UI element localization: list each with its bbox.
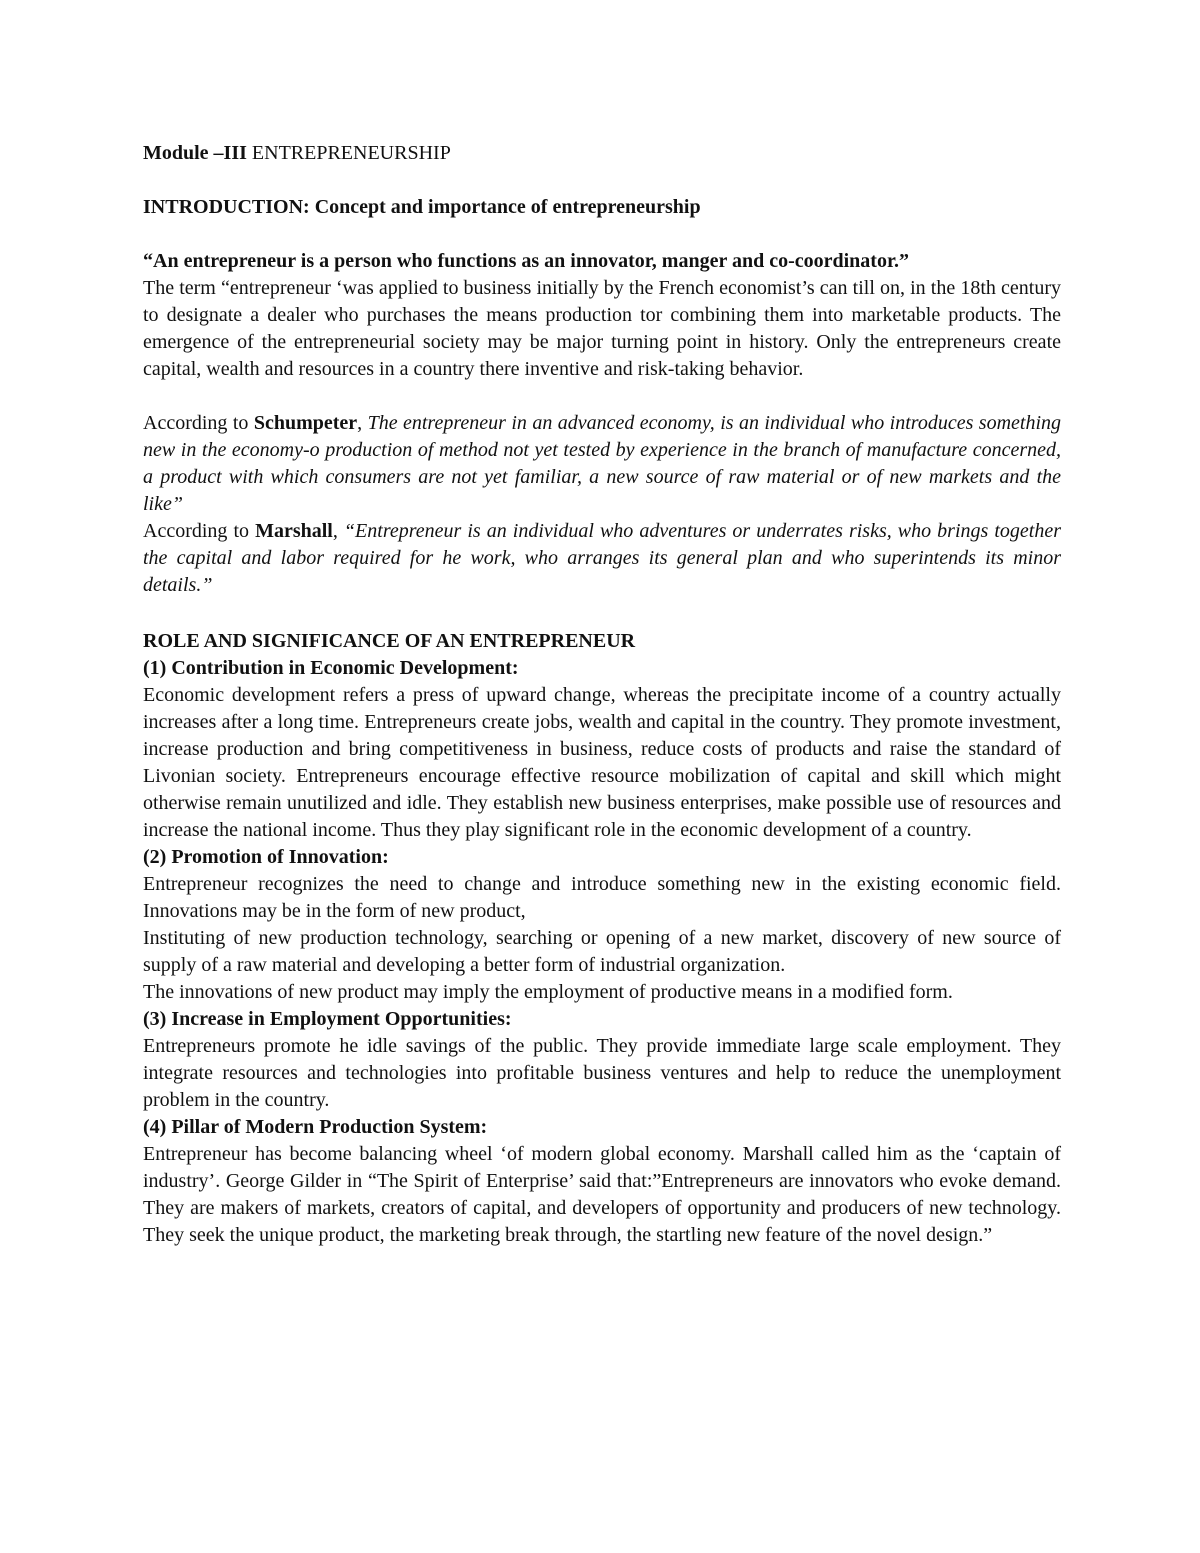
document-page [143, 140, 1061, 1249]
section-heading: ROLE AND SIGNIFICANCE OF AN ENTREPRENEUR [143, 630, 636, 652]
definition-quote: “An entrepreneur is a person who functions as an innovator, manger and co-coordinator.” [143, 250, 909, 272]
section-4-heading: (4) Pillar of Modern Production System: [143, 1116, 488, 1138]
schumpeter-name: Schumpeter [253, 412, 358, 434]
schumpeter-quote [143, 410, 1061, 518]
section-1-paragraph: Economic development refers a press of upward change, whereas the precipitate income of a country actually increases after a long time. Entrepreneurs create jobs, wealth and capital in the country. They promote investment, increase production and bring competitiveness in business, reduce costs of products and raise the standard of Livonian society. Entrepreneurs encourage effective resource mobilization of capital and skill which might otherwise remain unutilized and idle. They establish new business enterprises, make possible use of resources and increase the national income. Thus they play significant role in the economic development of a country. [143, 684, 1061, 841]
section-2-paragraph-2: Instituting of new production technology, searching or opening of a new market, discovery of new source of supply of a raw material and developing a better form of industrial organization. [143, 927, 1061, 976]
module-name: ENTREPRENEURSHIP [251, 142, 451, 164]
marshall-quote [143, 518, 1061, 599]
marshall-text: “Entrepreneur is an individual who adventures or underrates risks, who brings together the capital and labor required for he work, who arranges its general plan and who superintends its minor details.” [143, 520, 1062, 596]
intro-subtitle: Concept and importance of entrepreneurship [314, 196, 701, 218]
schumpeter-text: The entrepreneur in an advanced economy, is an individual who introduces something new in the economy-o production of method not yet tested by experience in the branch of manufacture concerned, a product with which consumers are not yet familiar, a new source of raw material or of new markets and the like” [143, 412, 1061, 515]
schumpeter-comma: , [357, 412, 368, 434]
section-2-heading: (2) Promotion of Innovation: [143, 846, 389, 868]
section-4-paragraph: Entrepreneur has become balancing wheel ‘of modern global economy. Marshall called him as the ‘captain of industry’. George Gilder in “The Spirit of Enterprise’ said that:”Entrepreneurs are innovators who evoke demand. They are makers of markets, creators of capital, and developers of opportunity and producers of new technology. They seek the unique product, the marketing break through, the startling new feature of the novel design.” [143, 1143, 1061, 1246]
section-3-paragraph: Entrepreneurs promote he idle savings of the public. They provide immediate large scale employment. They integrate resources and technologies into profitable business ventures and help to reduce the unemployment problem in the country. [143, 1035, 1061, 1111]
marshall-comma: , [332, 520, 344, 542]
section-2-paragraph-3: The innovations of new product may imply the employment of productive means in a modified form. [143, 981, 953, 1003]
section-3-heading: (3) Increase in Employment Opportunities: [143, 1008, 512, 1030]
section-1-heading: (1) Contribution in Economic Development: [143, 657, 519, 679]
marshall-name: Marshall [255, 520, 333, 542]
section-2-paragraph-1: Entrepreneur recognizes the need to change and introduce something new in the existing economic field. Innovations may be in the form of new product, [143, 873, 1061, 922]
intro-label: INTRODUCTION: [143, 196, 310, 218]
module-title [143, 140, 1061, 167]
module-label: Module –III [143, 142, 247, 164]
intro-paragraph: The term “entrepreneur ‘was applied to business initially by the French economist’s can till on, in the 18th century to designate a dealer who purchases the means production tor combining them into marketable products. The emergence of the entrepreneurial society may be major turning point in history. Only the entrepreneurs create capital, wealth and resources in a country there inventive and risk-taking behavior. [143, 277, 1061, 380]
schumpeter-prefix: According to [143, 412, 254, 434]
intro-heading [143, 194, 1061, 221]
marshall-prefix: According to [143, 520, 256, 542]
